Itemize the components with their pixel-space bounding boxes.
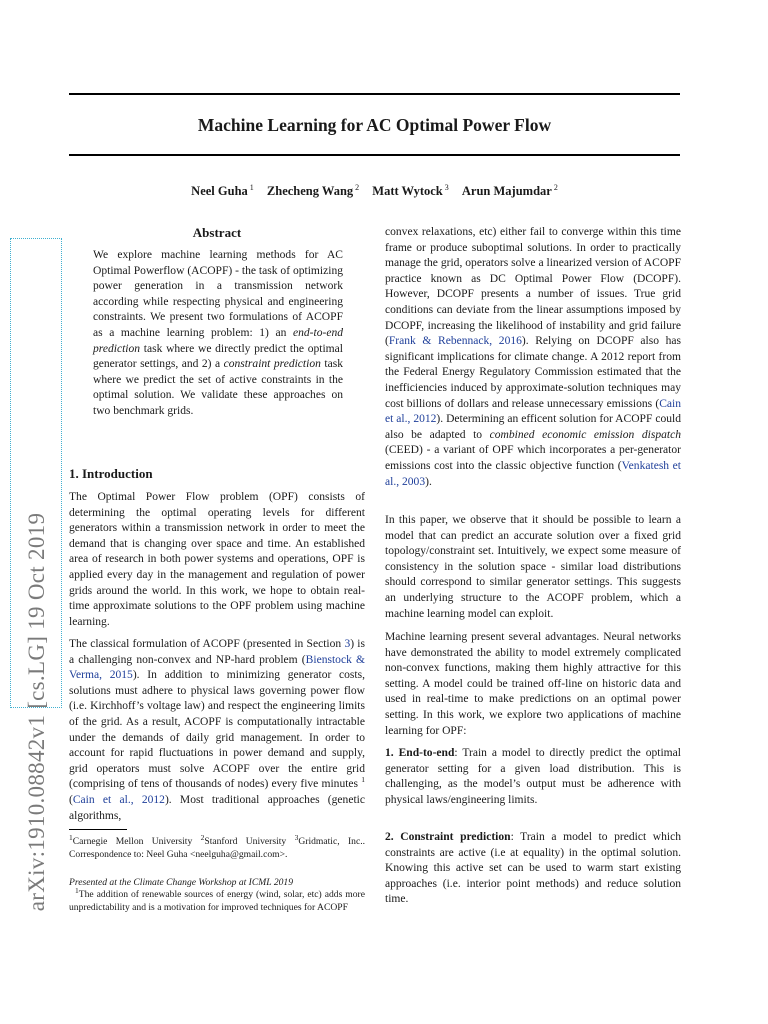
footnote-1: $^1$The addition of renewable sources of energy (wind, solar, etc) adds more unpredictability and is a motivation for improved techniques for ACOPF — [69, 885, 365, 913]
intro-paragraph-1: The Optimal Power Flow problem (OPF) consists of determining the optimal operating levels for different generators within a transmission network in order to meet the demand that is changing over space and time. An established area of research in both power systems and operations, OPF is applied every day in the management and regulation of power grids around the world. In this work, we hope to obtain real-time approximate solutions to the OPF problem using machine learning. — [69, 491, 365, 628]
section-heading-introduction: 1. Introduction — [69, 466, 153, 481]
top-rule — [69, 93, 680, 95]
author: Arun Majumdar $^2$ — [461, 183, 558, 199]
section-link[interactable]: 3 — [344, 638, 351, 650]
right-paragraph-2: In this paper, we observe that it should be possible to learn a model that can predict an accurate solution over a fixed grid topology/constraint set. Intuitively, we expect some measure of consistency in the solution space - similar load distributions should correspond to similar generator settings. This suggests an underlying structure to the ACOPF problem, which a machine learning model can exploit. — [385, 514, 681, 620]
footnote-rule — [69, 829, 127, 830]
author: Neel Guha $^1$ — [191, 183, 254, 199]
intro-paragraph-2: The classical formulation of ACOPF (presented in Section 3) is a challenging non-convex and NP-hard problem (Bienstock & Verma, 2015). In addition to minimizing generator costs, solutions must adhere to physical laws governing power flow (i.e. Kirchhoff’s voltage law) and respect the engineering limits of the grid. As a result, ACOPF is computationally intractable under the demands of daily grid management. In order to account for rapid fluctuations in power demand and supply, grid operators must solve ACOPF over the entire grid (comprising of tens of thousands of nodes) every five minutes $^1$ (Cain et al., 2012). Most traditional approaches (genetic algorithms, — [69, 638, 366, 822]
application-item-end-to-end: 1. End-to-end: Train a model to directly predict the optimal generator setting for a given load distribution. This is challenging, as the model’s output must be adherence with physical laws/engineering limits. — [385, 747, 681, 806]
title-rule — [69, 154, 680, 156]
author: Zhecheng Wang $^2$ — [266, 183, 360, 199]
arxiv-stamp-text: arXiv:1910.08842v1 [cs.LG] 19 Oct 2019 — [24, 512, 49, 912]
application-item-constraint-prediction: 2. Constraint prediction: Train a model to predict which constraints are active (i.e at equality) in the optimal solution. Knowing this active set can be used to warm start existing approaches (i.e. interior point methods) and reduce solution time. — [385, 831, 681, 906]
venue-note: Presented at the Climate Change Workshop at ICML 2019 — [69, 877, 294, 888]
citation-link[interactable]: Cain et al., 2012 — [385, 397, 681, 426]
abstract-heading: Abstract — [192, 225, 242, 240]
affiliations-footnote: $^1$Carnegie Mellon University $^2$Stanford University $^3$Gridmatic, Inc.. Correspondence to: Neel Guha <neelguha@gmail.com>. — [69, 832, 365, 860]
right-paragraph-3: Machine learning present several advantages. Neural networks have demonstrated the ability to model extremely complicated non-convex functions, making them highly attractive for this setting. A model could be trained off-line on historic data and used in real-time to make predictions on an optimal power setting. In this work, we explore two applications of machine learning for OPF: — [385, 631, 681, 737]
citation-link[interactable]: Venkatesh et al., 2003 — [385, 459, 681, 488]
right-paragraph-1: convex relaxations, etc) either fail to converge within this time frame or produce suboptimal solutions. In order to practically manage the grid, operators solve a linearized version of ACOPF practice known as DC Optimal Power Flow (DCOPF). However, DCOPF presents a number of issues. True grid conditions can deviate from the linear assumptions imposed by DCOPF, increasing the likelihood of instability and grid failure (Frank & Rebennack, 2016). Relying on DCOPF also has significant implications for climate change. A 2012 report from the Federal Energy Regulatory Commission estimated that the inefficiencies induced by approximate-solution techniques may cost billions of dollars and release unnecessary emissions (Cain et al., 2012). Determining an efficent solution for ACOPF could also be adapted to combined economic emission dispatch (CEED) - a variant of OPF which incorporates a per-generator emissions cost into the classic objective function (Venkatesh et al., 2003). — [385, 226, 681, 488]
author-list — [69, 183, 680, 199]
paper-title: Machine Learning for AC Optimal Power Flow — [197, 115, 552, 135]
citation-link[interactable]: Frank & Rebennack, 2016 — [388, 335, 522, 348]
arxiv-stamp-link[interactable] — [10, 238, 62, 912]
abstract-body: We explore machine learning methods for AC Optimal Powerflow (ACOPF) - the task of optimizing power generation in a transmission network according while respecting physical and engineering constraints. We present two formulations of ACOPF as a machine learning problem: 1) an end-to-end prediction task where we directly predict the optimal generator settings, and 2) a constraint prediction task where we predict the set of active constraints in the optimal solution. We validate these approaches on two benchmark grids. — [93, 249, 344, 417]
citation-link[interactable]: Cain et al., 2012 — [72, 793, 165, 806]
citation-link[interactable]: Bienstock & Verma, 2015 — [69, 653, 365, 682]
author: Matt Wytock $^3$ — [372, 183, 449, 199]
footnote-marker: 1 — [361, 775, 365, 785]
